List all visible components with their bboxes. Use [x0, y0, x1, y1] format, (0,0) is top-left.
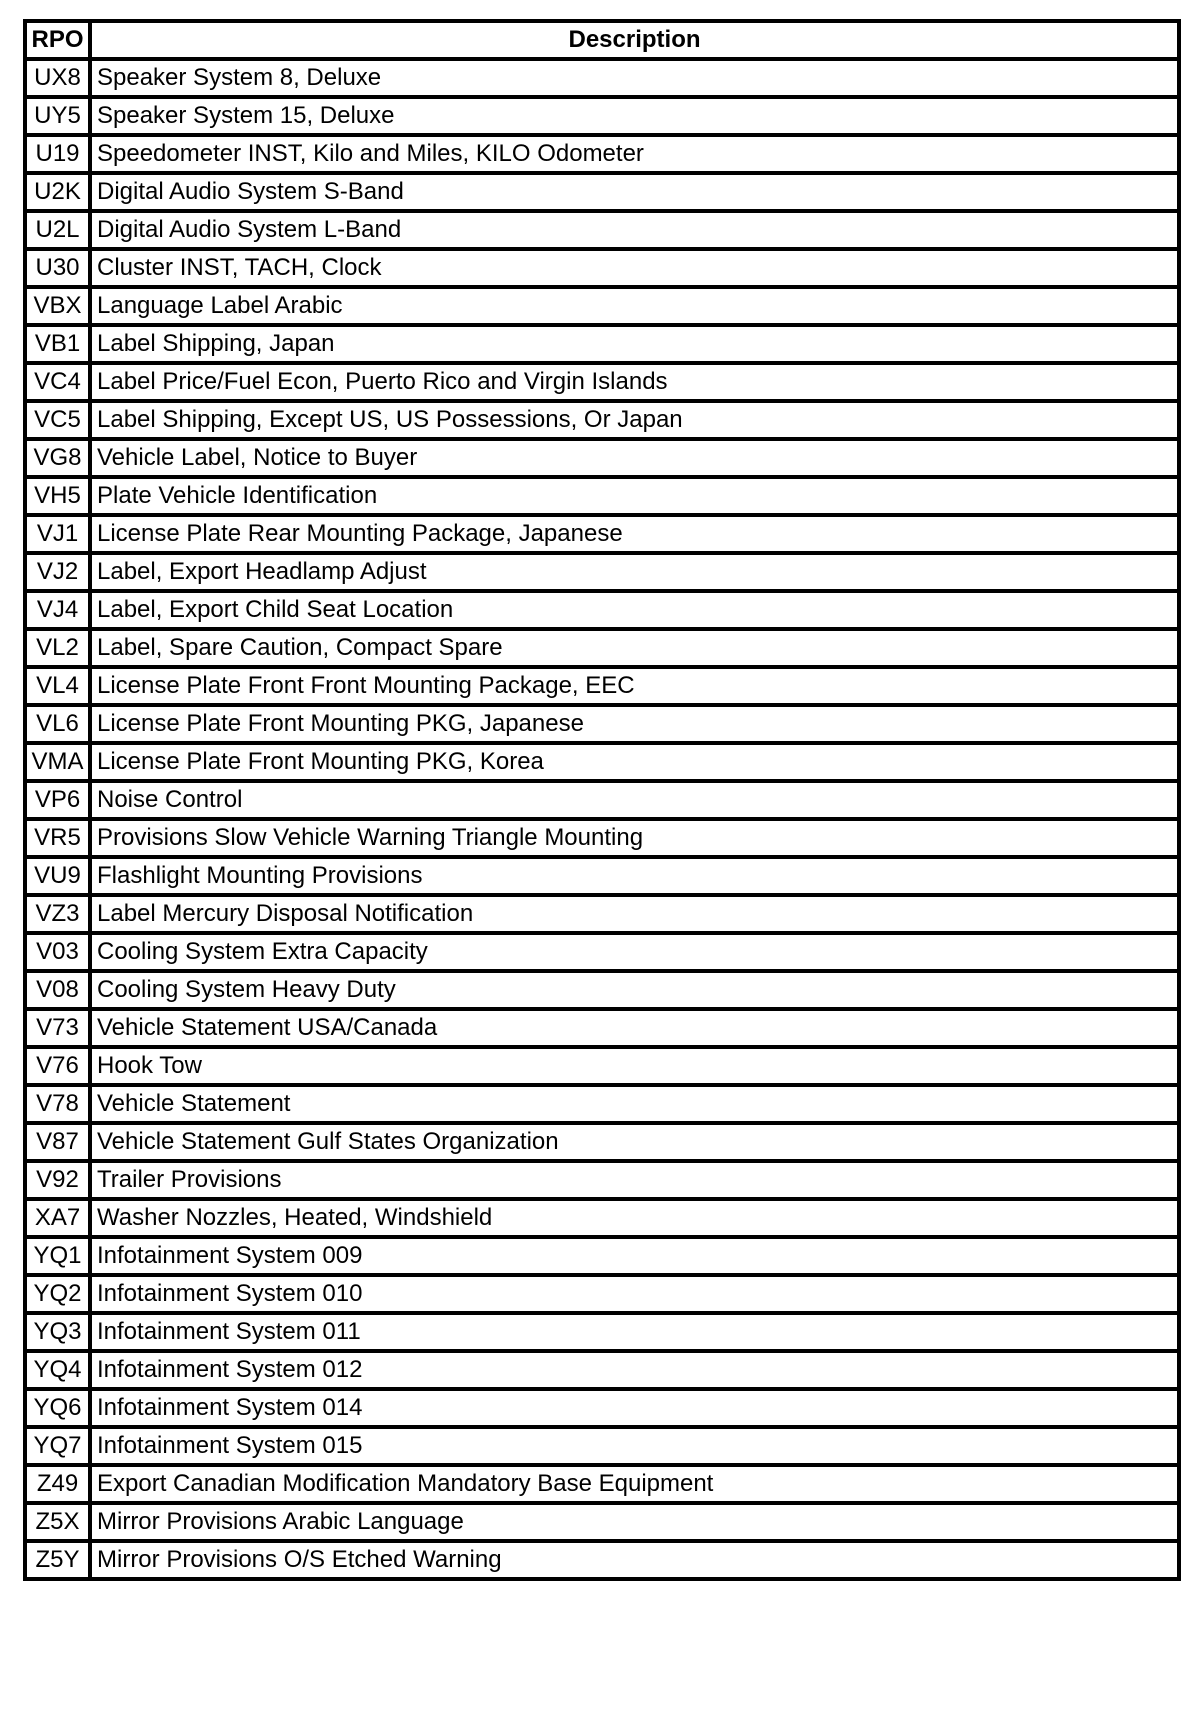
table-row [25, 477, 1179, 515]
rpo-code-cell: VC5 [25, 401, 90, 439]
table-row [25, 553, 1179, 591]
table-row [25, 97, 1179, 135]
description-cell: Label Mercury Disposal Notification [90, 895, 1179, 933]
rpo-code-cell: Z5Y [25, 1541, 90, 1579]
description-cell: Trailer Provisions [90, 1161, 1179, 1199]
description-cell: License Plate Front Front Mounting Package, EEC [90, 667, 1179, 705]
description-cell: Label Shipping, Japan [90, 325, 1179, 363]
description-cell: Speaker System 8, Deluxe [90, 59, 1179, 97]
description-cell: Vehicle Statement USA/Canada [90, 1009, 1179, 1047]
description-cell: Provisions Slow Vehicle Warning Triangle Mounting [90, 819, 1179, 857]
table-row [25, 1541, 1179, 1579]
rpo-code-cell: VB1 [25, 325, 90, 363]
rpo-code-cell: VH5 [25, 477, 90, 515]
rpo-code-cell: VJ2 [25, 553, 90, 591]
description-cell: Vehicle Label, Notice to Buyer [90, 439, 1179, 477]
rpo-column-header: RPO [25, 21, 90, 59]
table-row [25, 1009, 1179, 1047]
description-cell: Infotainment System 010 [90, 1275, 1179, 1313]
rpo-code-cell: V76 [25, 1047, 90, 1085]
description-cell: Speedometer INST, Kilo and Miles, KILO Odometer [90, 135, 1179, 173]
table-row [25, 857, 1179, 895]
rpo-code-cell: YQ3 [25, 1313, 90, 1351]
description-cell: Language Label Arabic [90, 287, 1179, 325]
table-row [25, 249, 1179, 287]
description-cell: Infotainment System 015 [90, 1427, 1179, 1465]
table-row [25, 705, 1179, 743]
table-row [25, 819, 1179, 857]
rpo-code-cell: VBX [25, 287, 90, 325]
rpo-code-cell: YQ6 [25, 1389, 90, 1427]
rpo-code-cell: UY5 [25, 97, 90, 135]
rpo-code-cell: V03 [25, 933, 90, 971]
rpo-code-cell: VJ1 [25, 515, 90, 553]
description-cell: Cluster INST, TACH, Clock [90, 249, 1179, 287]
rpo-code-cell: VL2 [25, 629, 90, 667]
description-cell: License Plate Front Mounting PKG, Japanese [90, 705, 1179, 743]
table-row [25, 667, 1179, 705]
description-cell: Vehicle Statement Gulf States Organization [90, 1123, 1179, 1161]
header-row [25, 21, 1179, 59]
rpo-code-cell: V87 [25, 1123, 90, 1161]
description-cell: Washer Nozzles, Heated, Windshield [90, 1199, 1179, 1237]
rpo-code-cell: V78 [25, 1085, 90, 1123]
rpo-code-cell: YQ7 [25, 1427, 90, 1465]
table-row [25, 401, 1179, 439]
description-cell: Infotainment System 011 [90, 1313, 1179, 1351]
description-cell: Infotainment System 014 [90, 1389, 1179, 1427]
table-row [25, 1047, 1179, 1085]
rpo-code-cell: U30 [25, 249, 90, 287]
description-cell: Label, Spare Caution, Compact Spare [90, 629, 1179, 667]
rpo-code-cell: VP6 [25, 781, 90, 819]
description-cell: Noise Control [90, 781, 1179, 819]
description-cell: Vehicle Statement [90, 1085, 1179, 1123]
description-cell: Label Price/Fuel Econ, Puerto Rico and Virgin Islands [90, 363, 1179, 401]
rpo-code-cell: V08 [25, 971, 90, 1009]
rpo-code-cell: U2L [25, 211, 90, 249]
description-cell: Infotainment System 009 [90, 1237, 1179, 1275]
table-row [25, 1465, 1179, 1503]
description-cell: Label, Export Child Seat Location [90, 591, 1179, 629]
table-row [25, 363, 1179, 401]
rpo-code-cell: XA7 [25, 1199, 90, 1237]
rpo-code-cell: YQ2 [25, 1275, 90, 1313]
table-row [25, 325, 1179, 363]
table-row [25, 743, 1179, 781]
rpo-code-cell: YQ1 [25, 1237, 90, 1275]
rpo-code-cell: VR5 [25, 819, 90, 857]
description-cell: Export Canadian Modification Mandatory Base Equipment [90, 1465, 1179, 1503]
rpo-code-cell: VG8 [25, 439, 90, 477]
description-cell: Cooling System Extra Capacity [90, 933, 1179, 971]
table-row [25, 287, 1179, 325]
rpo-code-cell: VC4 [25, 363, 90, 401]
description-cell: Infotainment System 012 [90, 1351, 1179, 1389]
rpo-code-cell: VJ4 [25, 591, 90, 629]
description-cell: Cooling System Heavy Duty [90, 971, 1179, 1009]
rpo-code-cell: U2K [25, 173, 90, 211]
description-cell: Label, Export Headlamp Adjust [90, 553, 1179, 591]
description-cell: License Plate Rear Mounting Package, Japanese [90, 515, 1179, 553]
rpo-code-cell: VZ3 [25, 895, 90, 933]
description-cell: Speaker System 15, Deluxe [90, 97, 1179, 135]
table-row [25, 1351, 1179, 1389]
table-row [25, 1275, 1179, 1313]
table-row [25, 591, 1179, 629]
rpo-code-cell: U19 [25, 135, 90, 173]
rpo-code-cell: VU9 [25, 857, 90, 895]
description-cell: Mirror Provisions O/S Etched Warning [90, 1541, 1179, 1579]
table-row [25, 439, 1179, 477]
table-body [25, 59, 1179, 1579]
description-column-header: Description [90, 21, 1179, 59]
description-cell: Plate Vehicle Identification [90, 477, 1179, 515]
rpo-code-cell: VL4 [25, 667, 90, 705]
table-row [25, 1199, 1179, 1237]
table-row [25, 1085, 1179, 1123]
table-row [25, 211, 1179, 249]
table-row [25, 1237, 1179, 1275]
table-row [25, 1313, 1179, 1351]
rpo-code-cell: Z49 [25, 1465, 90, 1503]
description-cell: Digital Audio System L-Band [90, 211, 1179, 249]
table-row [25, 971, 1179, 1009]
description-cell: Mirror Provisions Arabic Language [90, 1503, 1179, 1541]
table-row [25, 895, 1179, 933]
description-cell: Label Shipping, Except US, US Possessions, Or Japan [90, 401, 1179, 439]
rpo-code-cell: UX8 [25, 59, 90, 97]
rpo-code-cell: VMA [25, 743, 90, 781]
table-row [25, 1161, 1179, 1199]
description-cell: License Plate Front Mounting PKG, Korea [90, 743, 1179, 781]
rpo-code-cell: YQ4 [25, 1351, 90, 1389]
rpo-code-cell: VL6 [25, 705, 90, 743]
table-row [25, 933, 1179, 971]
table-row [25, 173, 1179, 211]
rpo-table [23, 19, 1181, 1581]
table-row [25, 59, 1179, 97]
table-row [25, 135, 1179, 173]
rpo-code-cell: V92 [25, 1161, 90, 1199]
table-row [25, 1427, 1179, 1465]
description-cell: Hook Tow [90, 1047, 1179, 1085]
description-cell: Digital Audio System S-Band [90, 173, 1179, 211]
table-row [25, 1389, 1179, 1427]
description-cell: Flashlight Mounting Provisions [90, 857, 1179, 895]
rpo-code-cell: V73 [25, 1009, 90, 1047]
table-row [25, 1503, 1179, 1541]
table-row [25, 515, 1179, 553]
rpo-code-cell: Z5X [25, 1503, 90, 1541]
table-row [25, 781, 1179, 819]
table-row [25, 1123, 1179, 1161]
table-row [25, 629, 1179, 667]
